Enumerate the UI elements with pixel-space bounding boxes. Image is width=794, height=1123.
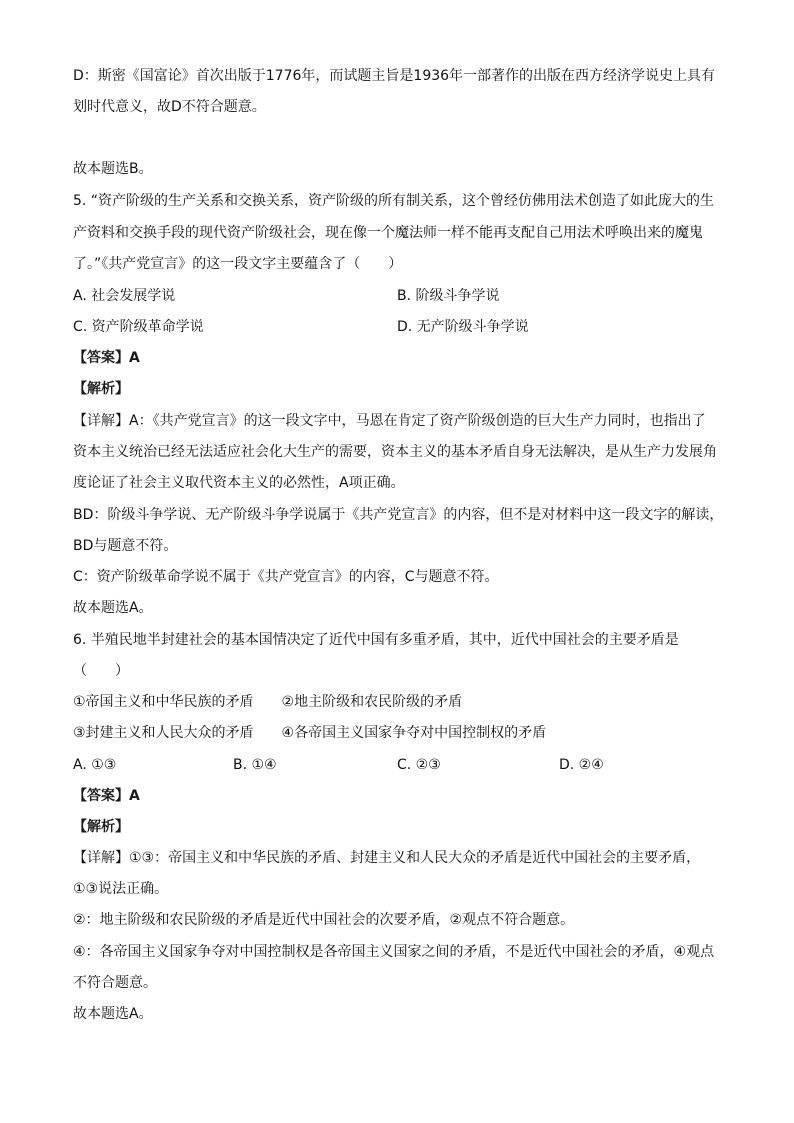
q6-option-b: B. ①④ [233, 757, 277, 773]
answer-label: 【答案】A [73, 788, 140, 804]
q5-option-a: A. 社会发展学说 [73, 288, 176, 304]
conclusion-line: 故本题选A。 [73, 600, 153, 616]
q6-option-c: C. ②③ [397, 757, 441, 773]
explanation-line: 度论证了社会主义取代资本主义的必然性，A项正确。 [73, 475, 405, 491]
explanation-line: ①③说法正确。 [73, 881, 169, 897]
question-6-statements: ③封建主义和人民大众的矛盾 ④各帝国主义国家争夺对中国控制权的矛盾 [73, 725, 547, 741]
analysis-label: 【解析】 [73, 381, 129, 397]
explanation-line: 不符合题意。 [73, 975, 157, 991]
q5-option-b: B. 阶级斗争学说 [397, 288, 500, 304]
explanation-line: 资本主义统治已经无法适应社会化大生产的需要，资本主义的基本矛盾自身无法解决，是从生产力发展角 [73, 444, 717, 460]
question-5-stem: 产资料和交换手段的现代资产阶级社会，现在像一个魔法师一样不能再支配自己用法术呼唤出来的魔鬼 [73, 225, 703, 241]
text-line: D：斯密《国富论》首次出版于1776年，而试题主旨是1936年一部著作的出版在西方经济学说史上具有 [73, 68, 716, 84]
explanation-line: BD与题意不符。 [73, 538, 178, 554]
explanation-line: ④：各帝国主义国家争夺对中国控制权是各帝国主义国家之间的矛盾，不是近代中国社会的矛盾，④观点 [73, 944, 715, 960]
explanation-line: ②：地主阶级和农民阶级的矛盾是近代中国社会的次要矛盾，②观点不符合题意。 [73, 912, 575, 928]
question-6-stem: 6. 半殖民地半封建社会的基本国情决定了近代中国有多重矛盾，其中，近代中国社会的主要矛盾是 [73, 632, 679, 648]
explanation-line: 【详解】A：《共产党宣言》的这一段文字中，马恩在肯定了资产阶级创造的巨大生产力同时，也指出了 [73, 413, 706, 429]
explanation-line: BD：阶级斗争学说、无产阶级斗争学说属于《共产党宣言》的内容，但不是对材料中这一段文字的解读， [73, 507, 724, 523]
answer-label: 【答案】A [73, 350, 140, 366]
q6-option-a: A. ①③ [73, 757, 117, 773]
q5-option-d: D. 无产阶级斗争学说 [397, 319, 529, 335]
question-6-stem: （ ） [73, 663, 129, 679]
q5-option-c: C. 资产阶级革命学说 [73, 319, 204, 335]
explanation-line: 【详解】①③：帝国主义和中华民族的矛盾、封建主义和人民大众的矛盾是近代中国社会的主要矛盾， [73, 850, 701, 866]
question-5-stem: 5. “资产阶级的生产关系和交换关系，资产阶级的所有制关系，这个曾经仿佛用法术创造了如此庞大的生 [73, 193, 715, 209]
explanation-line: C：资产阶级革命学说不属于《共产党宣言》的内容，C与题意不符。 [73, 569, 499, 585]
question-5-stem: 了。”《共产党宣言》的这一段文字主要蕴含了（ ） [73, 256, 403, 272]
question-6-statements: ①帝国主义和中华民族的矛盾 ②地主阶级和农民阶级的矛盾 [73, 694, 463, 710]
text-line: 划时代意义，故D不符合题意。 [73, 99, 266, 115]
analysis-label: 【解析】 [73, 819, 129, 835]
q6-option-d: D. ②④ [559, 757, 604, 773]
conclusion-line: 故本题选A。 [73, 1006, 153, 1022]
conclusion-line: 故本题选B。 [73, 161, 153, 177]
